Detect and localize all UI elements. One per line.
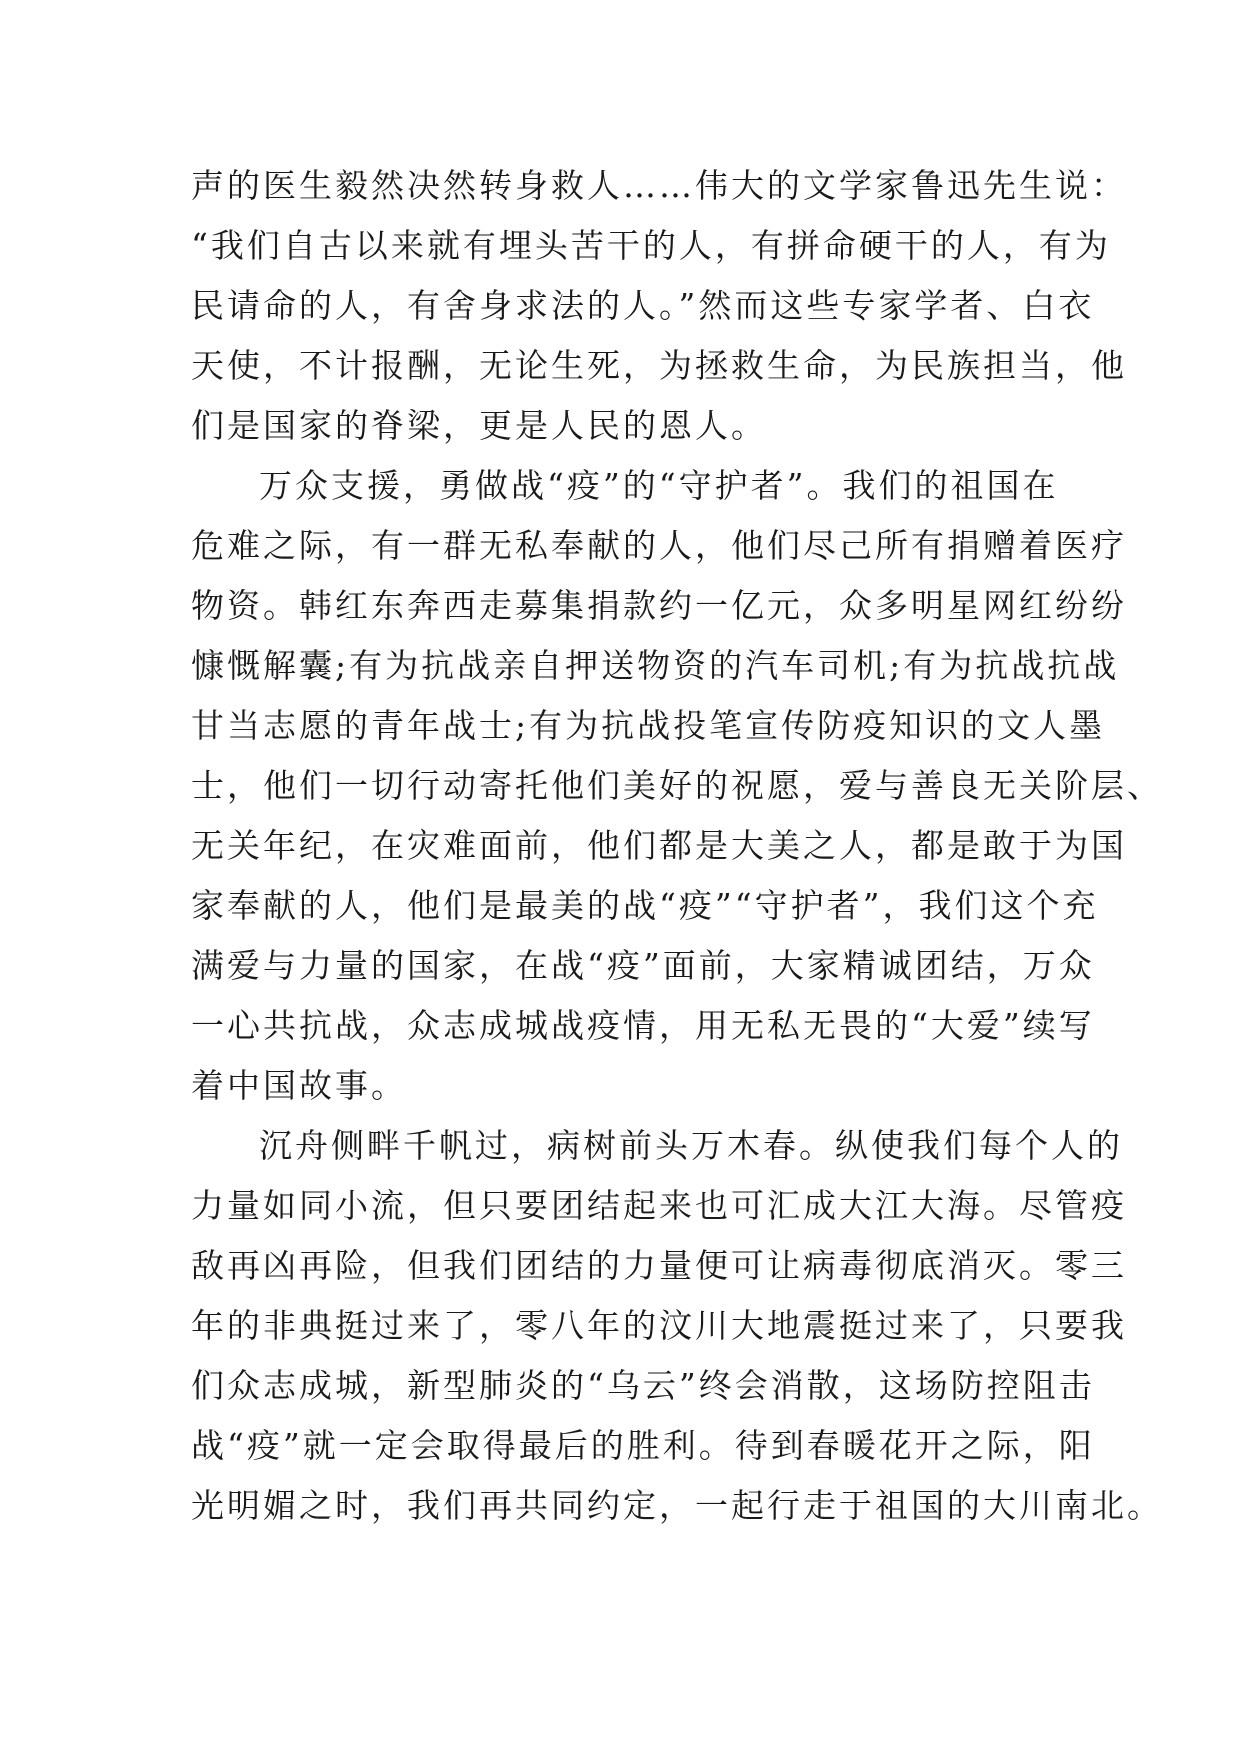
text-line: 家奉献的人，他们是最美的战“疫”“守护者”，我们这个充: [191, 886, 1099, 925]
text-line: 年的非典挺过来了，零八年的汶川大地震挺过来了，只要我: [191, 1306, 1127, 1345]
text-line: “我们自古以来就有埋头苦干的人，有拼命硬干的人，有为: [191, 226, 1111, 265]
text-line: 沉舟侧畔千帆过，病树前头万木春。纵使我们每个人的: [259, 1126, 1123, 1165]
body-text: [191, 156, 1163, 1536]
text-line: 们众志成城，新型肺炎的“乌云”终会消散，这场防控阻击: [191, 1366, 1095, 1405]
text-line: 声的医生毅然决然转身救人……伟大的文学家鲁迅先生说：: [191, 166, 1127, 205]
text-line: 物资。韩红东奔西走募集捐款约一亿元，众多明星网红纷纷: [191, 586, 1127, 625]
text-line: 满爱与力量的国家，在战“疫”面前，大家精诚团结，万众: [191, 946, 1095, 985]
text-line: 无关年纪，在灾难面前，他们都是大美之人，都是敢于为国: [191, 826, 1127, 865]
text-line: 力量如同小流，但只要团结起来也可汇成大江大海。尽管疫: [191, 1186, 1127, 1225]
text-line: 战“疫”就一定会取得最后的胜利。待到春暖花开之际，阳: [191, 1426, 1095, 1465]
text-line: 一心共抗战，众志成城战疫情，用无私无畏的“大爱”续写: [191, 1006, 1095, 1045]
text-line: 民请命的人，有舍身求法的人。”然而这些专家学者、白衣: [191, 286, 1095, 325]
text-line: 士，他们一切行动寄托他们美好的祝愿，爱与善良无关阶层、: [191, 766, 1163, 805]
text-line: 们是国家的脊梁，更是人民的恩人。: [191, 406, 767, 445]
text-line: 天使，不计报酬，无论生死，为拯救生命，为民族担当，他: [191, 346, 1127, 385]
text-line: 甘当志愿的青年战士;有为抗战投笔宣传防疫知识的文人墨: [191, 706, 1106, 745]
text-line: 慷慨解囊;有为抗战亲自押送物资的汽车司机;有为抗战抗战: [191, 646, 1120, 685]
text-line: 敌再凶再险，但我们团结的力量便可让病毒彻底消灭。零三: [191, 1246, 1127, 1285]
text-line: 着中国故事。: [191, 1066, 407, 1105]
text-line: 万众支援，勇做战“疫”的“守护者”。我们的祖国在: [259, 466, 1059, 505]
text-line: 光明媚之时，我们再共同约定，一起行走于祖国的大川南北。: [191, 1486, 1163, 1525]
text-line: 危难之际，有一群无私奉献的人，他们尽己所有捐赠着医疗: [191, 526, 1127, 565]
